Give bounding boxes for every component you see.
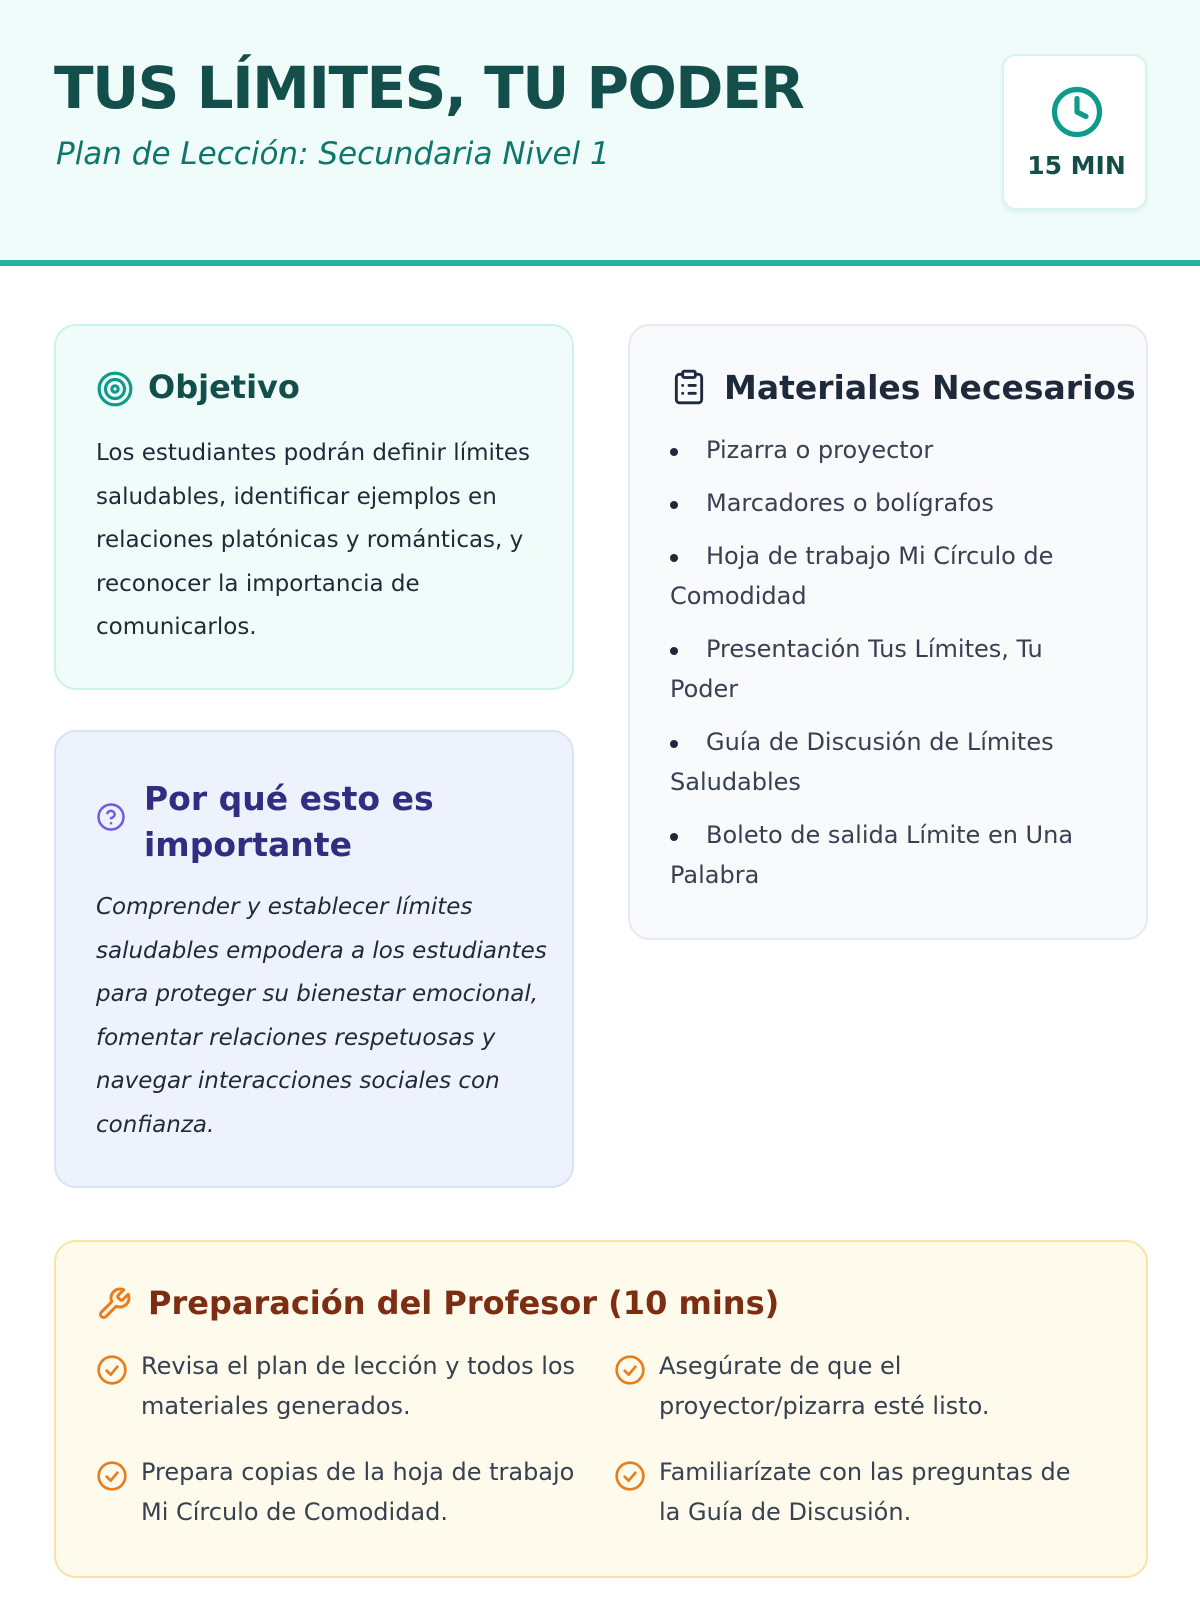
prep-heading: Preparación del Profesor (10 mins): [148, 1284, 780, 1322]
materials-list: [670, 430, 1110, 908]
prep-item-text: Asegúrate de que el proyector/pizarra esté listo.: [659, 1352, 990, 1420]
clipboard-list-icon: [670, 368, 708, 406]
list-item: Presentación Tus Límites, Tu Poder: [670, 629, 1110, 709]
wrench-icon: [96, 1286, 132, 1322]
check-circle-icon: [96, 1354, 128, 1386]
materials-heading: Materiales Necesarios: [724, 368, 1136, 407]
page-title: TUS LÍMITES, TU PODER: [54, 54, 804, 122]
check-circle-icon: [614, 1354, 646, 1386]
list-item: Marcadores o bolígrafos: [670, 483, 1110, 523]
objective-text: Los estudiantes podrán definir límites saludables, identificar ejemplos en relaciones platónicas y románticas, y reconocer la importancia de comunicarlos.: [96, 440, 531, 640]
importance-text: Comprender y establecer límites saludables empodera a los estudiantes para proteger su bienestar emocional, fomentar relaciones respetuosas y navegar interacciones sociales con confianza.: [96, 894, 547, 1138]
page-subtitle: Plan de Lección: Secundaria Nivel 1: [56, 136, 610, 172]
list-item: Boleto de salida Límite en Una Palabra: [670, 815, 1110, 895]
objective-heading: Objetivo: [148, 368, 300, 406]
check-circle-icon: [96, 1460, 128, 1492]
list-item: Pizarra o proyector: [670, 430, 1110, 470]
page-header: [0, 0, 1200, 266]
list-item: Hoja de trabajo Mi Círculo de Comodidad: [670, 536, 1110, 616]
question-circle-icon: [96, 802, 126, 832]
prep-item-text: Familiarízate con las preguntas de la Guía de Discusión.: [659, 1458, 1071, 1526]
objective-card: [54, 324, 574, 690]
duration-label: 15 MIN: [1027, 151, 1126, 180]
materials-card: [628, 324, 1148, 940]
prep-item-text: Prepara copias de la hoja de trabajo Mi Círculo de Comodidad.: [141, 1458, 575, 1526]
importance-card: [54, 730, 574, 1188]
target-icon: [96, 370, 134, 408]
teacher-prep-card: [54, 1240, 1148, 1578]
check-circle-icon: [614, 1460, 646, 1492]
duration-badge: [1002, 54, 1147, 210]
clock-icon: [1050, 85, 1104, 139]
importance-heading: Por qué esto es importante: [144, 779, 434, 864]
list-item: Guía de Discusión de Límites Saludables: [670, 722, 1110, 802]
prep-item-text: Revisa el plan de lección y todos los materiales generados.: [141, 1352, 576, 1420]
